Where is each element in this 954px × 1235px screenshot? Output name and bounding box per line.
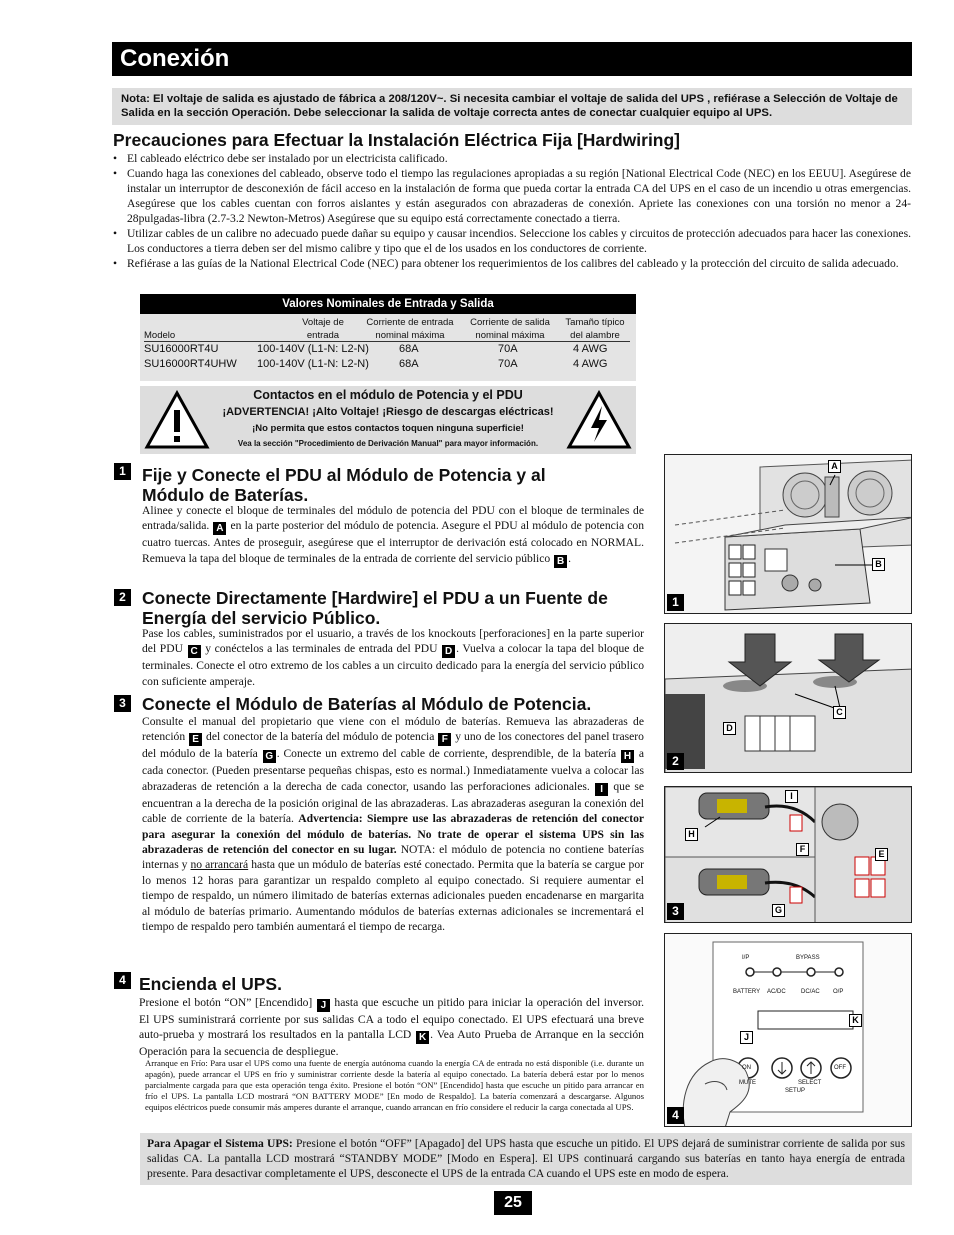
photo-number: 3 (667, 903, 684, 920)
mute-label: MUTE (739, 1080, 756, 1086)
label-i: I (785, 790, 798, 803)
label-a: A (828, 460, 841, 473)
warning-box (140, 386, 636, 454)
label-c: C (833, 706, 846, 719)
step-title: Conecte Directamente [Hardwire] el PDU a un Fuente de Energía del servicio Público. (142, 588, 608, 628)
control-panel-illustration (665, 934, 912, 1127)
table-row-voltage: 100-140V (L1-N: L2-N) (257, 358, 369, 370)
step-text: Alinee y conecte el bloque de terminales del módulo de potencia del PDU con el bloque de terminales de entrada/salida. A en la parte posterior del módulo de potencia. Asegure el PDU al módulo de potencia con cuatro tuercas. Antes de proseguir, asegúrese que el interruptor de derivación está colocado en NORMAL. Remueva la tapa del bloque de terminales de la entrada de corriente del servicio público B . (142, 504, 644, 567)
step-number: 3 (114, 695, 131, 712)
step-title: Conecte el Módulo de Baterías al Módulo de Potencia. (142, 694, 592, 714)
hardwire-illustration (665, 624, 912, 773)
indicator-op-label: O/P (833, 989, 844, 995)
page-number: 25 (494, 1191, 532, 1215)
step-number: 1 (114, 463, 131, 480)
label-d: D (723, 722, 736, 735)
list-item: • El cableado eléctrico debe ser instalado por un electricista calificado. (113, 151, 911, 166)
table-row-model: SU16000RT4UHW (144, 358, 237, 370)
ratings-table (140, 294, 636, 381)
col-output-current: Corriente de salida nominal máxima (470, 317, 550, 341)
label-e: E (875, 848, 888, 861)
col-model: Modelo (144, 330, 176, 341)
photo-number: 4 (667, 1107, 684, 1124)
ratings-heading: Valores Nominales de Entrada y Salida (140, 294, 636, 314)
photo-number: 1 (667, 594, 684, 611)
on-button[interactable]: ON (742, 1065, 751, 1071)
photo-step-3 (664, 786, 912, 923)
step-title: Encienda el UPS. (139, 974, 282, 994)
step-title: Fije y Conecte el PDU al Módulo de Potencia y al Módulo de Baterías. (142, 465, 546, 505)
table-row-output: 70A (498, 343, 518, 355)
warning-line: Vea la sección "Procedimiento de Derivación Manual" para mayor información. (237, 439, 539, 448)
voltage-note: Nota: El voltaje de salida es ajustado de fábrica a 208/120V~. Si necesita cambiar el voltaje de salida del UPS , refiérase a Selección de Voltaje de Salida en la sección Operación. Debe seleccionar la salida de voltaje correcta antes de conectar cualquier equipo al UPS. (112, 88, 912, 125)
step-number: 4 (114, 972, 131, 989)
indicator-battery-label: BATTERY (733, 989, 761, 995)
warning-line: ¡No permita que estos contactos toquen ninguna superficie! (252, 423, 524, 434)
table-row-voltage: 100-140V (L1-N: L2-N) (257, 343, 369, 355)
label-h: H (685, 828, 698, 841)
divider (144, 341, 630, 342)
step-text: Pase los cables, suministrados por el usuario, a través de los knockouts [perforaciones] en la parte superior del PDU C y conéctelos a las terminales de entrada del PDU D . Vuelva a colocar la tapa del bloque de terminales. Conecte el otro extremo de los cables a un circuito dedicado para la energía del servicio público con suficiente amperaje. (142, 627, 644, 688)
photo-number: 2 (667, 753, 684, 770)
list-item: • Cuando haga las conexiones del cableado, observe todo el tiempo las regulaciones apropiadas a su región [National Electrical Code (NEC) en los EEUU]. Asegúrese de instalar un interruptor de desconexión de fácil acceso en la instalación de forma que pueda cortar la entrada CA del UPS en el caso de un incendio u otras emergencias. Asegúrese que los cables cuentan con forros aislantes y están asegurados con abrazaderas de conexión. Apriete las conexiones con una torsión no menor a 24-28pulgadas-libra (2.7-3.2 Newton-Metros) Asegúrese que su equipo está correctamente conectado a tierra. (113, 166, 911, 226)
col-wire-size: Tamaño típico del alambre (565, 317, 625, 341)
table-row-input: 68A (399, 358, 419, 370)
label-g: G (772, 904, 785, 917)
label-f: F (796, 843, 809, 856)
step-text: Consulte el manual del propietario que viene con el módulo de baterías. Remueva las abrazaderas de retención E del conector de la batería del módulo de potencia F y uno de los conectores del panel trasero del módulo de la batería G . Conecte un extremo del cable de corriente, desprendible, de la batería H a cada conector. (Pueden presentarse pequeñas chispas, esto es normal.) Inmediatamente vuelva a colocar las abrazaderas de retención a la derecha de cada conector, usando las perforaciones adicionales. I que se encuentran a la derecha de la posición original de las abrazaderas. Las abrazaderas aseguran la conexión del cable de corriente de la batería. Advertencia: Siempre use las abrazaderas de retención del conector para asegurar la conexión del módulo de baterías. No trate de operar el sistema UPS sin las abrazaderas de retención del conector en su lugar. NOTA: el módulo de potencia no contiene baterías internas y no arrancará hasta que un módulo de baterías esté conectado. Permita que la batería se cargue por lo menos 12 horas para garantizar un respaldo completo al equipo conectado. Si requiere aumentar el tiempo de respaldo, un número ilimitado de baterías externas adicionales pueden encadenarse en margarita al módulo de baterías primario. Aumentando módulos de baterías externas adicionales se incrementará el tiempo de respaldo pero también aumentará el tiempo de recarga. (142, 715, 645, 934)
warning-title: Contactos en el módulo de Potencia y el PDU (253, 388, 523, 402)
photo-step-1 (664, 454, 912, 614)
col-voltage: Voltaje de entrada (302, 317, 344, 341)
step-number: 2 (114, 589, 131, 606)
warning-line: ¡ADVERTENCIA! ¡Alto Voltaje! ¡Riesgo de descargas eléctricas! (222, 406, 554, 418)
page-title: Conexión (112, 42, 912, 76)
shutdown-note: Para Apagar el Sistema UPS: Presione el botón “OFF” [Apagado] del UPS hasta que escuche un pitido. El UPS dejará de suministrar corriente de salida por sus salidas CA. La pantalla LCD mostrará “STANDBY MODE” [Modo en Espera]. El UPS continuará cargando sus baterías en tanto haya energía de entrada presente. Para desactivar completamente el UPS, desconecte el UPS de la entrada CA cuando el UPS este en modo de espera. (140, 1133, 912, 1185)
indicator-acdc-label: AC/DC (767, 989, 786, 995)
col-input-current: Corriente de entrada nominal máxima (366, 317, 454, 341)
table-row-output: 70A (498, 358, 518, 370)
precautions-heading: Precauciones para Efectuar la Instalación Eléctrica Fija [Hardwiring] (113, 130, 681, 150)
list-item: • Utilizar cables de un calibre no adecuado puede dañar su equipo y causar incendios. Seleccione los cables y circuitos de protección adecuados para hacer las conexiones. Los conductores a tierra deben ser del mismo calibre y tipo que el de los usados en los conductores de corriente. (113, 226, 911, 256)
label-b: B (872, 558, 885, 571)
label-k: K (849, 1014, 862, 1027)
photo-step-2 (664, 623, 912, 773)
setup-label: SETUP (785, 1088, 806, 1094)
precautions-list (113, 151, 911, 271)
table-row-model: SU16000RT4U (144, 343, 219, 355)
step-text: Presione el botón “ON” [Encendido] J hasta que escuche un pitido para iniciar la operación del inversor. El UPS suministrará corriente por sus salidas CA a todo el equipo conectado. El UPS efectuará una breve auto-prueba y mostrará los resultados en la pantalla LCD K . Vea Auto Prueba de Arranque en la sección Operación para la secuencia de despliegue. (139, 996, 644, 1059)
photo-step-4 (664, 933, 912, 1127)
cold-start-text: Arranque en Frío: Para usar el UPS como una fuente de energía autónoma cuando la energía CA de entrada no está disponible (i.e. durante un apagón), puede arrancar el UPS en frío y suministrar corriente desde la batería al equipo conectado. La batería deberá estar por lo menos parcialmente cargada para que esta operación tenga éxito. Presione el botón “ON” [Encendido] hasta que escuche un pitido para arrancar en frío el UPS. La pantalla LCD mostrará “ON BATTERY MODE” [En modo de Respaldo]. La batería comenzará a descargarse. Algunos equipos eléctricos puede consumir más amperes durante el arranque, cuando arrancan en frío considere el reducir la carga conectada al UPS. (145, 1058, 644, 1112)
select-label: SELECT (798, 1080, 822, 1086)
label-j: J (740, 1031, 753, 1044)
table-row-input: 68A (399, 343, 419, 355)
table-row-wire: 4 AWG (573, 358, 608, 370)
list-item: • Refiérase a las guías de la National Electrical Code (NEC) para obtener los requerimientos de los calibres del cableado y la protección del circuito de salida adecuado. (113, 256, 911, 271)
indicator-dcac-label: DC/AC (801, 989, 820, 995)
table-row-wire: 4 AWG (573, 343, 608, 355)
off-button[interactable]: OFF (834, 1065, 846, 1071)
pdu-module-illustration (665, 455, 912, 614)
indicator-ip-label: I/P (742, 955, 750, 961)
indicator-bypass-label: BYPASS (796, 955, 820, 961)
